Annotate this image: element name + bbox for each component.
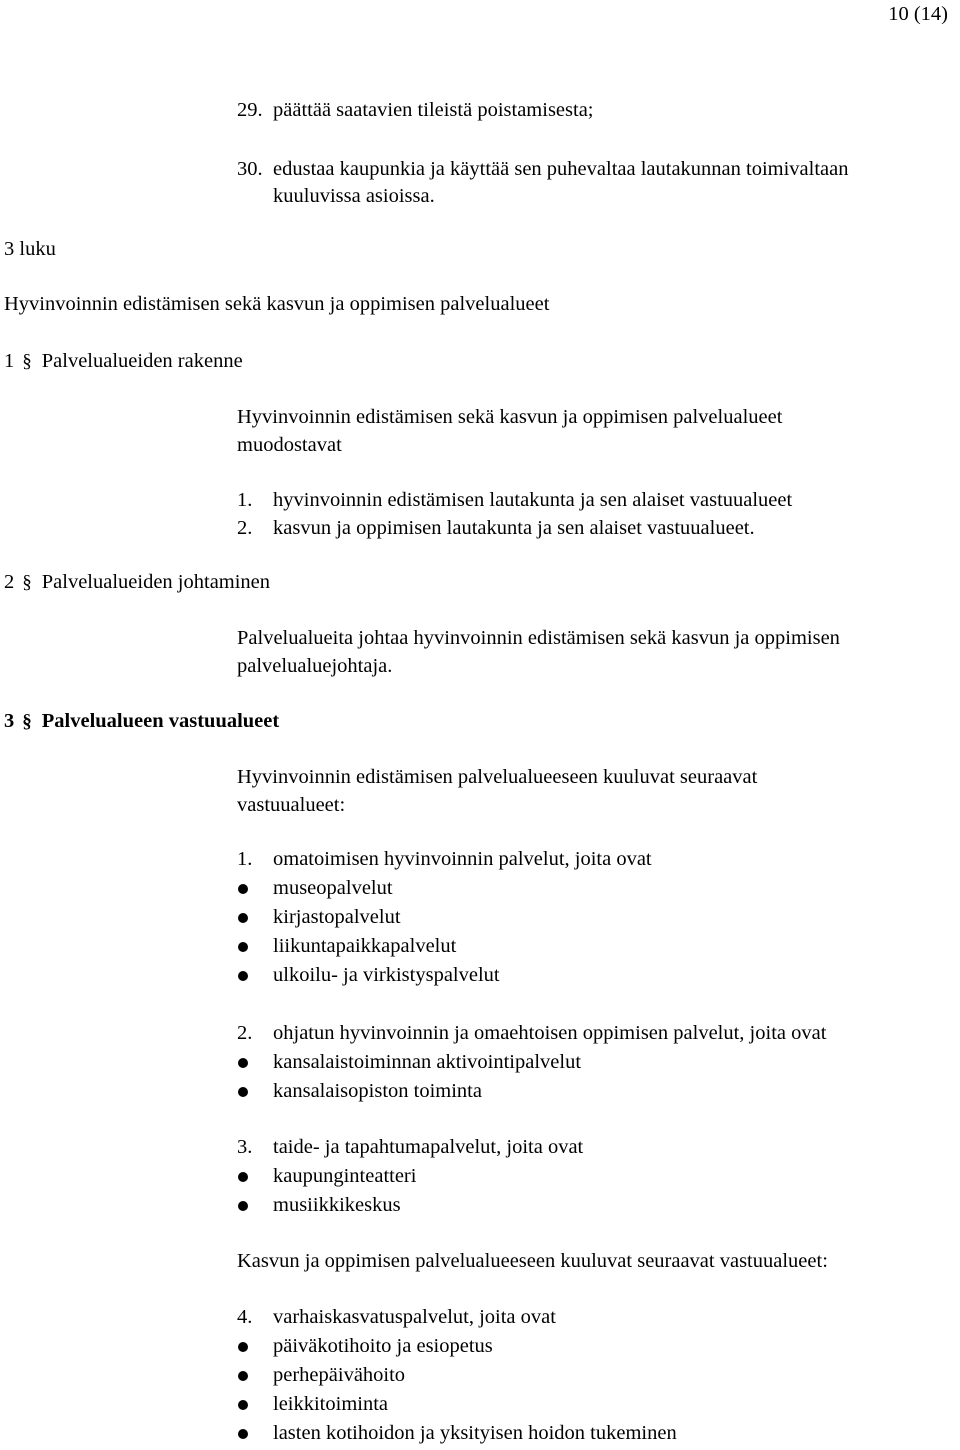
bullet-item: perhepäivähoito xyxy=(273,1364,406,1386)
section-heading-3 xyxy=(4,707,279,736)
list-number: 29. xyxy=(237,99,263,121)
section-2-text-continued: palvelualuejohtaja. xyxy=(237,655,393,677)
bullet-icon xyxy=(238,1429,248,1439)
bullet-item: kansalaisopiston toiminta xyxy=(273,1080,482,1102)
section-1-intro-continued: muodostavat xyxy=(237,434,342,456)
list-number: 2. xyxy=(237,517,253,539)
list-item-text: hyvinvoinnin edistämisen lautakunta ja sen alaiset vastuualueet xyxy=(273,489,793,511)
bullet-icon xyxy=(238,1087,248,1097)
chapter-title: Hyvinvoinnin edistämisen sekä kasvun ja oppimisen palvelualueet xyxy=(4,293,550,315)
page-number: 10 (14) xyxy=(888,3,948,25)
bullet-icon xyxy=(238,1371,248,1381)
bullet-item: kaupunginteatteri xyxy=(273,1165,417,1187)
section-heading-1 xyxy=(4,347,243,376)
section-sign: § xyxy=(22,711,32,732)
section-1-intro: Hyvinvoinnin edistämisen sekä kasvun ja oppimisen palvelualueet xyxy=(237,406,783,428)
bullet-item: päiväkotihoito ja esiopetus xyxy=(273,1335,493,1357)
group-title: varhaiskasvatuspalvelut, joita ovat xyxy=(273,1306,556,1328)
list-number: 30. xyxy=(237,158,263,180)
bullet-item: lasten kotihoidon ja yksityisen hoidon tukeminen xyxy=(273,1422,677,1444)
group-title: ohjatun hyvinvoinnin ja omaehtoisen oppimisen palvelut, joita ovat xyxy=(273,1022,827,1044)
group-title: taide- ja tapahtumapalvelut, joita ovat xyxy=(273,1136,584,1158)
section-number: 3 xyxy=(4,710,15,732)
bullet-icon xyxy=(238,1400,248,1410)
list-number: 1. xyxy=(237,489,253,511)
bullet-icon xyxy=(238,942,248,952)
section-title: Palvelualueiden rakenne xyxy=(41,350,243,372)
list-number: 4. xyxy=(237,1306,253,1328)
list-item-text-continued: kuuluvissa asioissa. xyxy=(273,185,435,207)
kasvu-intro: Kasvun ja oppimisen palvelualueeseen kuuluvat seuraavat vastuualueet: xyxy=(237,1250,828,1272)
list-number: 1. xyxy=(237,848,253,870)
list-item-text: kasvun ja oppimisen lautakunta ja sen alaiset vastuualueet. xyxy=(273,517,755,539)
section-sign: § xyxy=(22,351,32,372)
bullet-icon xyxy=(238,913,248,923)
section-title: Palvelualueen vastuualueet xyxy=(41,710,280,732)
bullet-item: kansalaistoiminnan aktivointipalvelut xyxy=(273,1051,582,1073)
bullet-item: leikkitoiminta xyxy=(273,1393,389,1415)
bullet-item: musiikkikeskus xyxy=(273,1194,401,1216)
bullet-icon xyxy=(238,1201,248,1211)
section-number: 2 xyxy=(4,571,15,593)
chapter-label: 3 luku xyxy=(4,238,56,260)
group-title: omatoimisen hyvinvoinnin palvelut, joita ovat xyxy=(273,848,652,870)
section-number: 1 xyxy=(4,350,15,372)
section-sign: § xyxy=(22,572,32,593)
bullet-item: ulkoilu- ja virkistyspalvelut xyxy=(273,964,500,986)
bullet-icon xyxy=(238,884,248,894)
bullet-icon xyxy=(238,1342,248,1352)
section-title: Palvelualueiden johtaminen xyxy=(41,571,271,593)
section-2-text: Palvelualueita johtaa hyvinvoinnin edistämisen sekä kasvun ja oppimisen xyxy=(237,627,840,649)
list-item-text: päättää saatavien tileistä poistamisesta; xyxy=(273,99,594,121)
bullet-item: liikuntapaikkapalvelut xyxy=(273,935,457,957)
section-heading-2 xyxy=(4,568,270,597)
list-item-text: edustaa kaupunkia ja käyttää sen puhevaltaa lautakunnan toimivaltaan xyxy=(273,158,849,180)
bullet-icon xyxy=(238,1058,248,1068)
list-number: 2. xyxy=(237,1022,253,1044)
list-number: 3. xyxy=(237,1136,253,1158)
bullet-item: kirjastopalvelut xyxy=(273,906,401,928)
section-3-intro-continued: vastuualueet: xyxy=(237,794,346,816)
section-3-intro: Hyvinvoinnin edistämisen palvelualueeseen kuuluvat seuraavat xyxy=(237,766,758,788)
bullet-icon xyxy=(238,1172,248,1182)
bullet-icon xyxy=(238,971,248,981)
bullet-item: museopalvelut xyxy=(273,877,393,899)
